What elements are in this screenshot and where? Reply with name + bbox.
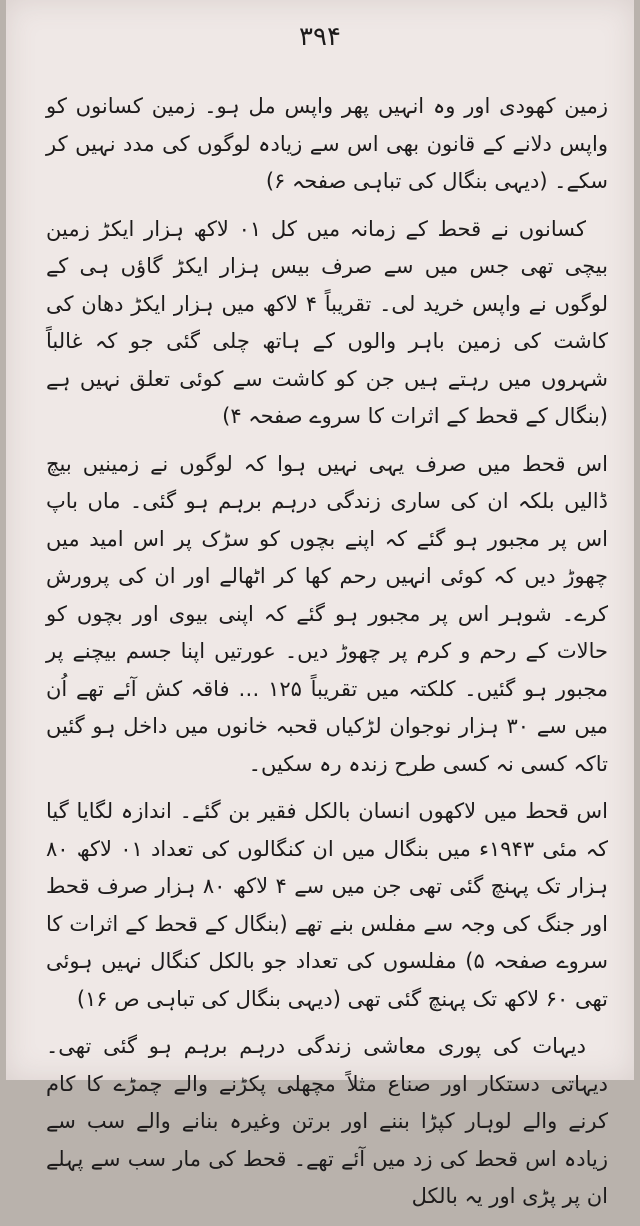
paragraph-2: کسانوں نے قحط کے زمانہ میں کل ۰۱ لاکھ ہزار ایکڑ زمین بیچی تھی جس میں سے صرف بیس ہزار ایکڑ گاؤں ہی کے لوگوں نے واپس خرید لی۔ تقریباً ۴ لاکھ میں ہزار ایکڑ دھان کی کاشت کی زمین باہر والوں کے ہاتھ چلی گئی جو کہ غالباً شہروں میں رہتے ہیں جن کو کاشت سے کوئی تعلق نہیں ہے (بنگال کے قحط کے اثرات کا سروے صفحہ ۴) — [46, 216, 608, 428]
paragraph-4: اس قحط میں لاکھوں انسان بالکل فقیر بن گئے۔ اندازہ لگایا گیا کہ مئی ۱۹۴۳ء میں بنگال میں ان کنگالوں کی تعداد ۰۱ لاکھ ۸۰ ہزار تک پہنچ گئی تھی جن میں سے ۴ لاکھ ۸۰ ہزار صرف قحط اور جنگ کی وجہ سے مفلس بنے تھے (بنگال کے قحط کے اثرات کا سروے صفحہ ۵) مفلسوں کی تعداد جو بالکل کنگال نہیں ہوئی تھی ۶۰ لاکھ تک پہنچ گئی تھی (دیہی بنگال کی تباہی ص ۱۶) — [46, 799, 609, 1011]
page-text — [46, 88, 608, 1226]
paragraph-1: زمین کھودی اور وہ انہیں پھر واپس مل ہو۔ زمین کسانوں کو واپس دلانے کے قانون بھی اس سے زیادہ لوگوں کی مدد نہیں کر سکے۔ (دیہی بنگال کی تباہی صفحہ ۶) — [46, 94, 608, 193]
paragraph-3: اس قحط میں صرف یہی نہیں ہوا کہ لوگوں نے زمینیں بیچ ڈالیں بلکہ ان کی ساری زندگی درہم برہم ہو گئی۔ ماں باپ اس پر مجبور ہو گئے کہ اپنے بچوں کو سڑک پر اس امید میں چھوڑ دیں کہ کوئی انہیں رحم کھا کر اٹھالے اور ان کی پرورش کرے۔ شوہر اس پر مجبور ہو گئے کہ اپنی بیوی اور بچوں کو حالات کے رحم و کرم پر چھوڑ دیں۔ عورتیں اپنا جسم بیچنے پر مجبور ہو گئیں۔ کلکتہ میں تقریباً ۱۲۵ … فاقہ کش آئے تھے اُن میں سے ۳۰ ہزار نوجوان لڑکیاں قحبہ خانوں میں داخل ہو گئیں تاکہ کسی نہ کسی طرح زندہ رہ سکیں۔ — [46, 451, 609, 776]
book-page — [6, 0, 634, 1208]
paragraph-5: دیہات کی پوری معاشی زندگی درہم برہم ہو گئی تھی۔ دیہاتی دستکار اور صناع مثلاً مچھلی پکڑنے والے چمڑے کا کام کرنے والے لوہار کپڑا بننے اور برتن وغیرہ بنانے والے سب سے زیادہ اس قحط کی زد میں آئے تھے۔ قحط کی مار سب سے پہلے ان پر پڑی اور یہ بالکل — [46, 1034, 608, 1208]
page-number: ۳۹۴ — [299, 22, 341, 52]
